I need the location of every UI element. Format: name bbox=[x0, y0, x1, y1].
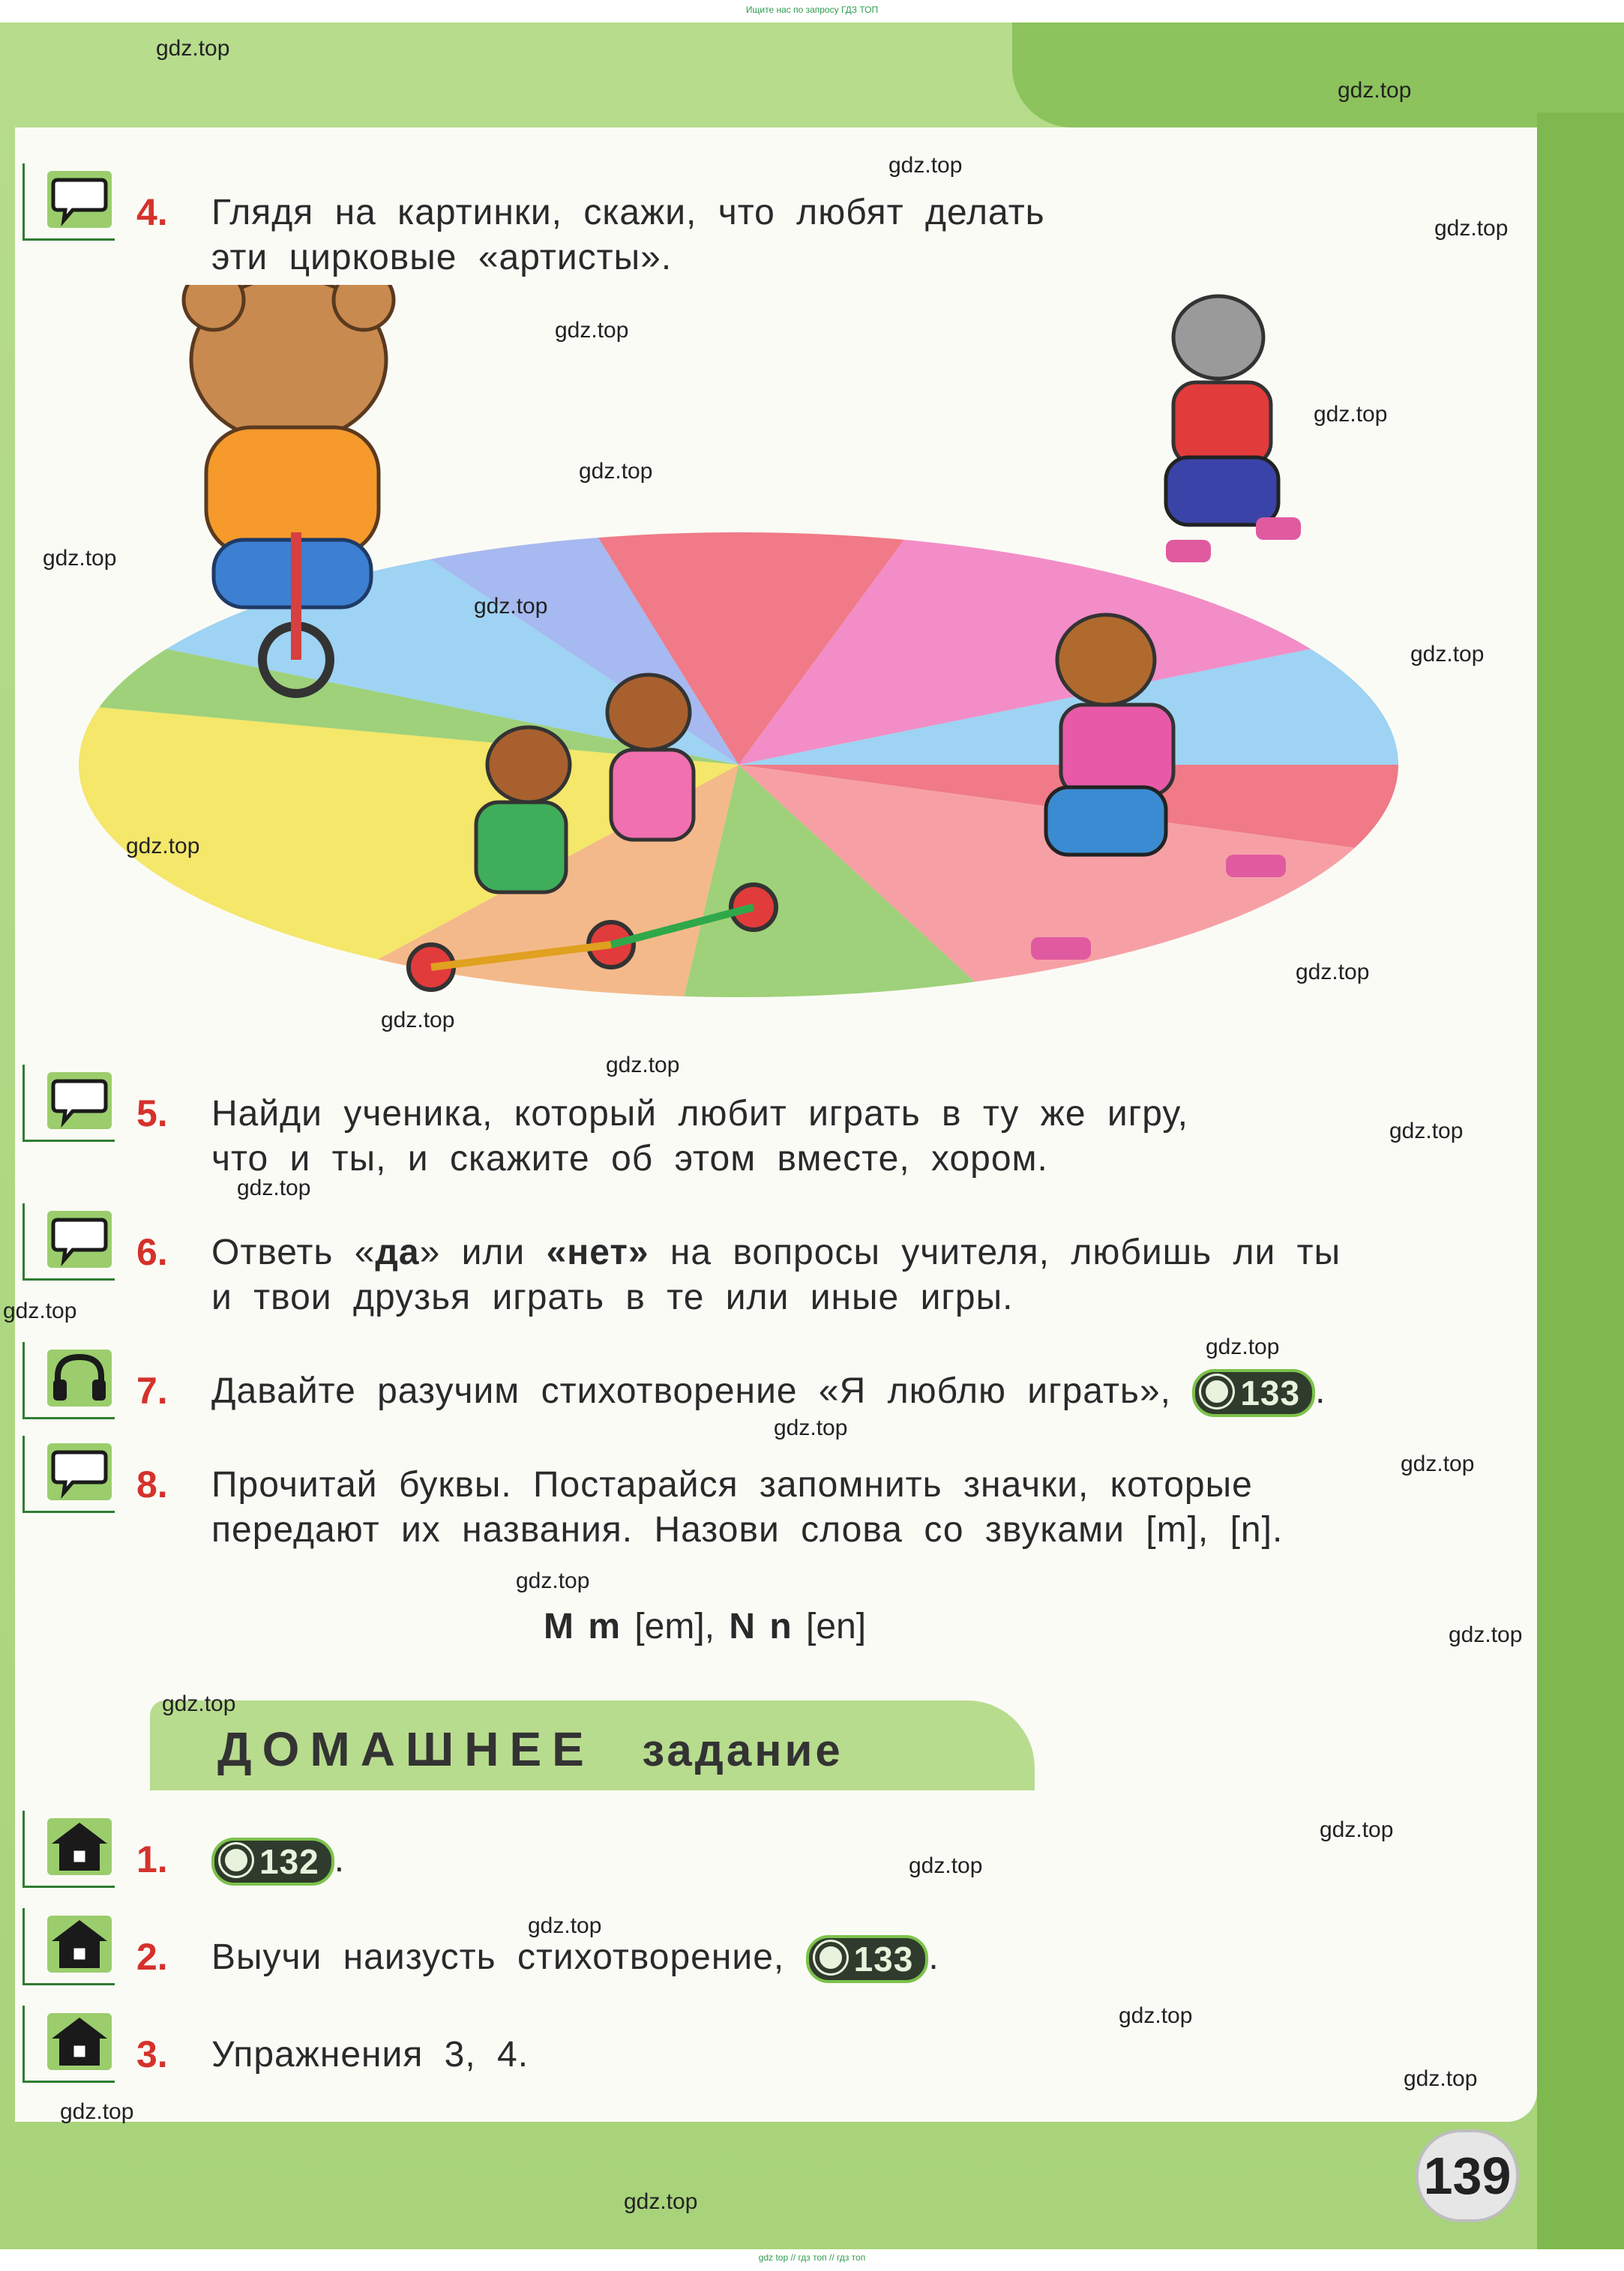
task-number: 2. bbox=[136, 1936, 168, 1978]
watermark: gdz.top bbox=[381, 1008, 455, 1032]
watermark: gdz.top bbox=[162, 1691, 236, 1716]
task-number: 8. bbox=[136, 1464, 168, 1506]
task-line: Глядя на картинки, скажи, что любят делать bbox=[211, 193, 1045, 232]
task-line: Ответь «да» или «нет» на вопросы учителя, любишь ли ты bbox=[211, 1233, 1341, 1272]
watermark: gdz.top bbox=[1401, 1452, 1475, 1476]
watermark: gdz.top bbox=[1449, 1622, 1523, 1647]
sound-m: [em], bbox=[634, 1607, 715, 1646]
homework-item-3 bbox=[22, 2006, 1485, 2088]
watermark: gdz.top bbox=[3, 1299, 77, 1323]
task-text bbox=[211, 1092, 1188, 1182]
page-number: 139 bbox=[1416, 2129, 1519, 2222]
watermark: gdz.top bbox=[774, 1416, 848, 1440]
watermark: gdz.top bbox=[624, 2189, 698, 2214]
task-4 bbox=[22, 163, 1485, 277]
task-5 bbox=[22, 1065, 1485, 1179]
task-line: Прочитай буквы. Постарайся запомнить значки, которые bbox=[211, 1465, 1253, 1505]
task-icon-frame bbox=[22, 1342, 115, 1419]
watermark: gdz.top bbox=[555, 318, 629, 343]
task-number: 3. bbox=[136, 2033, 168, 2075]
house-icon bbox=[47, 1916, 112, 1973]
homework-title: ДОМАШНЕЕ задание bbox=[217, 1722, 843, 1776]
watermark: gdz.top bbox=[1314, 402, 1388, 427]
task-number: 1. bbox=[136, 1838, 168, 1880]
task-icon-frame bbox=[22, 1065, 115, 1142]
top-note: Ищите нас по запросу ГДЗ ТОП bbox=[745, 4, 879, 15]
task-icon-frame bbox=[22, 1436, 115, 1513]
speech-bubble-icon bbox=[47, 1443, 112, 1500]
corner-decoration bbox=[1012, 22, 1624, 127]
headphones-icon bbox=[47, 1350, 112, 1407]
disc-icon bbox=[1201, 1376, 1233, 1407]
watermark: gdz.top bbox=[1410, 642, 1485, 667]
wolf-on-roller-skates bbox=[1166, 296, 1301, 562]
task-line: эти цирковые «артисты». bbox=[211, 238, 673, 277]
disc-icon bbox=[220, 1844, 252, 1876]
task-number: 7. bbox=[136, 1370, 168, 1412]
task-number: 4. bbox=[136, 191, 168, 233]
task-text: 132 . bbox=[211, 1838, 345, 1886]
task-text bbox=[211, 1230, 1341, 1320]
speech-bubble-icon bbox=[47, 1211, 112, 1268]
disc-icon bbox=[815, 1942, 846, 1973]
watermark: gdz.top bbox=[156, 36, 230, 61]
task-text bbox=[211, 1463, 1283, 1553]
watermark: gdz.top bbox=[1338, 78, 1412, 103]
task-line: Давайте разучим стихотворение «Я люблю играть», bbox=[211, 1371, 1171, 1411]
task-line: и твои друзья играть в те или иные игры. bbox=[211, 1278, 1014, 1317]
watermark: gdz.top bbox=[126, 834, 200, 858]
watermark: gdz.top bbox=[516, 1568, 590, 1593]
watermark: gdz.top bbox=[237, 1176, 311, 1200]
audio-track-badge[interactable]: 133 bbox=[806, 1935, 929, 1983]
circus-illustration bbox=[41, 285, 1466, 1035]
watermark: gdz.top bbox=[888, 153, 963, 178]
bottom-note: gdz top // гдз топ // гдз топ bbox=[758, 2252, 866, 2263]
watermark: gdz.top bbox=[474, 594, 548, 619]
task-icon-frame bbox=[22, 163, 115, 241]
speech-bubble-icon bbox=[47, 171, 112, 228]
task-line: что и ты, и скажите об этом вместе, хором. bbox=[211, 1139, 1048, 1179]
watermark: gdz.top bbox=[43, 546, 117, 571]
task-8 bbox=[22, 1436, 1485, 1550]
task-icon-frame bbox=[22, 2006, 115, 2083]
house-icon bbox=[47, 2013, 112, 2070]
task-text: Давайте разучим стихотворение «Я люблю играть», 133 . bbox=[211, 1369, 1326, 1417]
task-line: передают их названия. Назови слова со звуками [m], [n]. bbox=[211, 1510, 1284, 1550]
watermark: gdz.top bbox=[579, 459, 653, 484]
speech-bubble-icon bbox=[47, 1072, 112, 1129]
watermark: gdz.top bbox=[528, 1913, 602, 1938]
house-icon bbox=[47, 1818, 112, 1875]
letters-formula bbox=[544, 1606, 866, 1647]
task-line: Найди ученика, который любит играть в ту же игру, bbox=[211, 1094, 1188, 1134]
watermark: gdz.top bbox=[1296, 960, 1370, 984]
sound-n: [en] bbox=[806, 1607, 867, 1646]
task-text: Выучи наизусть стихотворение, 133 . bbox=[211, 1935, 939, 1983]
task-text bbox=[211, 190, 1045, 280]
watermark: gdz.top bbox=[606, 1053, 680, 1077]
watermark: gdz.top bbox=[60, 2099, 134, 2124]
letter-n: N n bbox=[729, 1607, 792, 1646]
task-line: Выучи наизусть стихотворение, bbox=[211, 1937, 785, 1977]
homework-item-2 bbox=[22, 1908, 1485, 1991]
task-line: Упражнения 3, 4. bbox=[211, 2035, 529, 2075]
watermark: gdz.top bbox=[1119, 2003, 1193, 2028]
task-text bbox=[211, 2033, 529, 2078]
audio-track-badge[interactable]: 133 bbox=[1192, 1369, 1315, 1417]
task-icon-frame bbox=[22, 1908, 115, 1985]
task-number: 5. bbox=[136, 1092, 168, 1134]
watermark: gdz.top bbox=[1206, 1335, 1280, 1359]
watermark: gdz.top bbox=[1434, 216, 1509, 241]
word-net: «нет» bbox=[546, 1233, 649, 1272]
task-number: 6. bbox=[136, 1231, 168, 1273]
task-icon-frame bbox=[22, 1203, 115, 1281]
watermark: gdz.top bbox=[1404, 2066, 1478, 2091]
letter-m: M m bbox=[544, 1607, 620, 1646]
watermark: gdz.top bbox=[909, 1853, 983, 1878]
word-da: да bbox=[375, 1233, 420, 1272]
watermark: gdz.top bbox=[1389, 1119, 1464, 1143]
audio-track-badge[interactable]: 132 bbox=[211, 1838, 334, 1886]
right-margin-strip bbox=[1537, 112, 1624, 2249]
task-icon-frame bbox=[22, 1811, 115, 1888]
homework-item-1 bbox=[22, 1811, 1485, 1893]
watermark: gdz.top bbox=[1320, 1817, 1394, 1842]
